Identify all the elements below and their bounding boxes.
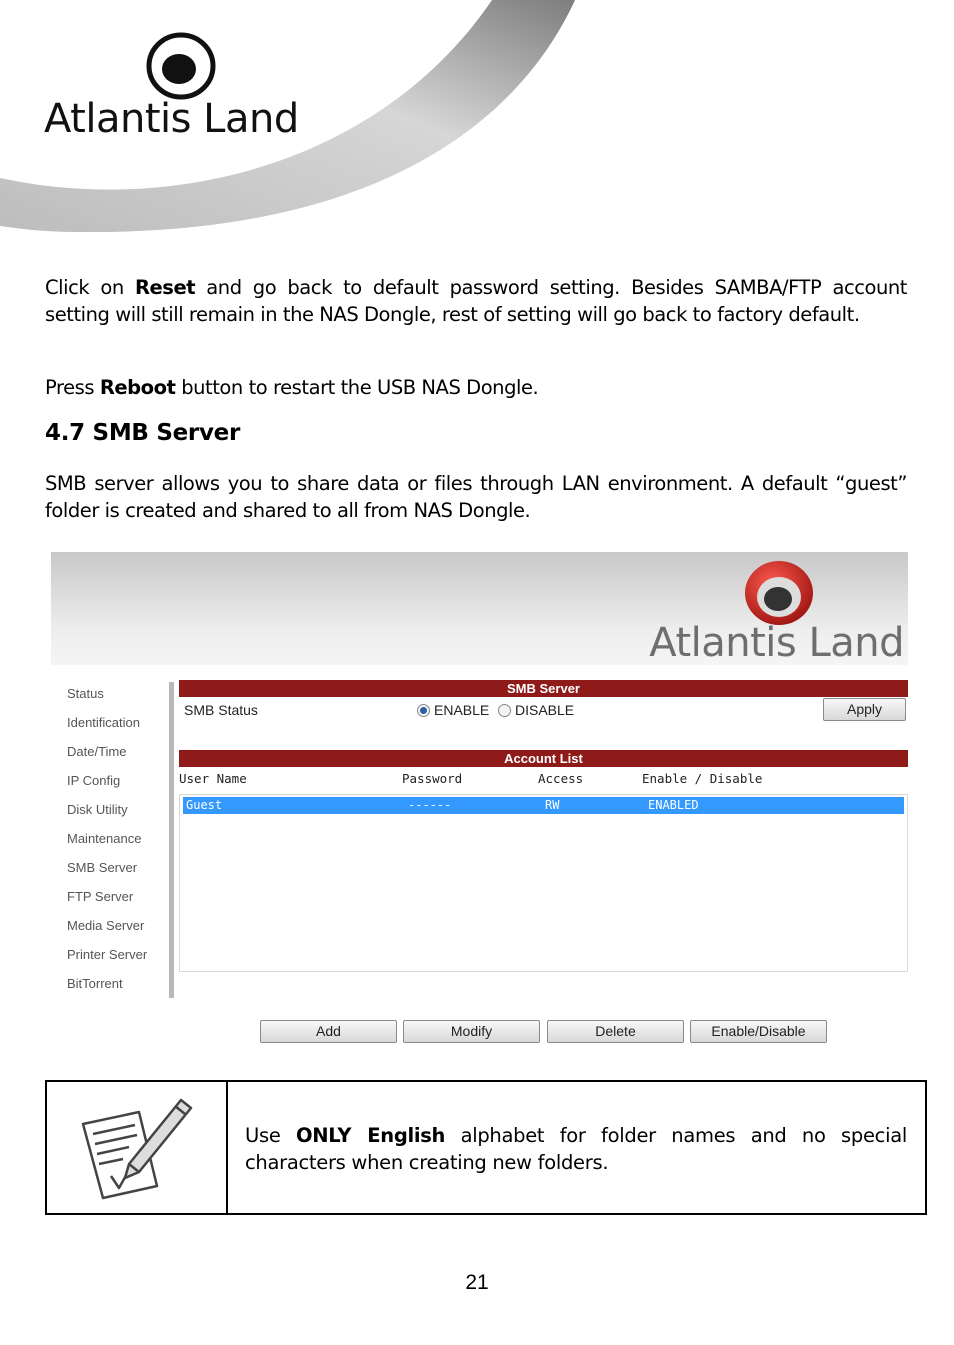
sidebar-divider [169, 682, 174, 998]
cell-access: RW [545, 798, 560, 812]
account-section-title: Account List [179, 750, 908, 767]
sidebar-item-bittorrent[interactable]: BitTorrent [67, 976, 123, 991]
sidebar-item-ip-config[interactable]: IP Config [67, 773, 121, 788]
sidebar-item-identification[interactable]: Identification [67, 715, 140, 730]
disable-label: DISABLE [515, 702, 575, 718]
sidebar-item-printer-server[interactable]: Printer Server [67, 947, 148, 962]
page-number: 21 [465, 1271, 489, 1294]
section-heading: 4.7 SMB Server [45, 420, 240, 446]
paragraph-reset: Click on Reset and go back to default password setting. Besides SAMBA/FTP account setting will still remain in the NAS Dongle, rest of setting will go back to factory default. [45, 276, 907, 326]
delete-button[interactable]: Delete [547, 1020, 684, 1043]
add-button[interactable]: Add [260, 1020, 397, 1043]
column-access: Access [538, 771, 584, 786]
paragraph-reboot: Press Reboot button to restart the USB NAS Dongle. [45, 376, 539, 399]
shot-logo-text: Atlantis Land [649, 620, 904, 666]
smb-section-title: SMB Server [179, 680, 908, 697]
enable-label: ENABLE [434, 702, 490, 718]
column-password: Password [402, 771, 463, 786]
note-pencil-icon [77, 1094, 197, 1206]
note-text: Use ONLY English alphabet for folder names and no special characters when creating new folders. [245, 1124, 907, 1174]
sidebar-item-maintenance[interactable]: Maintenance [67, 831, 142, 846]
sidebar-item-smb-server[interactable]: SMB Server [67, 860, 138, 875]
account-table-header [179, 771, 908, 789]
shot-logo-mark-icon [741, 558, 817, 628]
sidebar-item-date-time[interactable]: Date/Time [67, 744, 127, 759]
sidebar-nav [67, 684, 172, 1003]
sidebar-item-media-server[interactable]: Media Server [67, 918, 145, 933]
paragraph-smb: SMB server allows you to share data or files through LAN environment. A default “guest” folder is created and shared to all from NAS Dongle. [45, 472, 907, 522]
cell-state: ENABLED [648, 798, 699, 812]
logo-text: Atlantis Land [44, 96, 299, 142]
cell-user: Guest [186, 798, 223, 812]
smb-screenshot [51, 552, 908, 1052]
sidebar-item-disk-utility[interactable]: Disk Utility [67, 802, 128, 817]
enable-radio[interactable] [417, 704, 430, 717]
cell-password: ------ [408, 798, 452, 812]
column-user-name: User Name [179, 771, 247, 786]
sidebar-item-ftp-server[interactable]: FTP Server [67, 889, 134, 904]
apply-button[interactable]: Apply [823, 698, 906, 721]
sidebar-item-status[interactable]: Status [67, 686, 104, 701]
shot-header [51, 552, 908, 665]
account-list[interactable] [179, 794, 908, 972]
disable-radio[interactable] [498, 704, 511, 717]
note-box [45, 1080, 927, 1215]
smb-status-label: SMB Status [184, 702, 258, 718]
modify-button[interactable]: Modify [403, 1020, 540, 1043]
table-row[interactable] [183, 797, 904, 814]
logo-mark-icon [145, 32, 217, 102]
note-divider [226, 1082, 228, 1213]
enable-disable-button[interactable]: Enable/Disable [690, 1020, 827, 1043]
column-enable-disable: Enable / Disable [642, 771, 763, 786]
